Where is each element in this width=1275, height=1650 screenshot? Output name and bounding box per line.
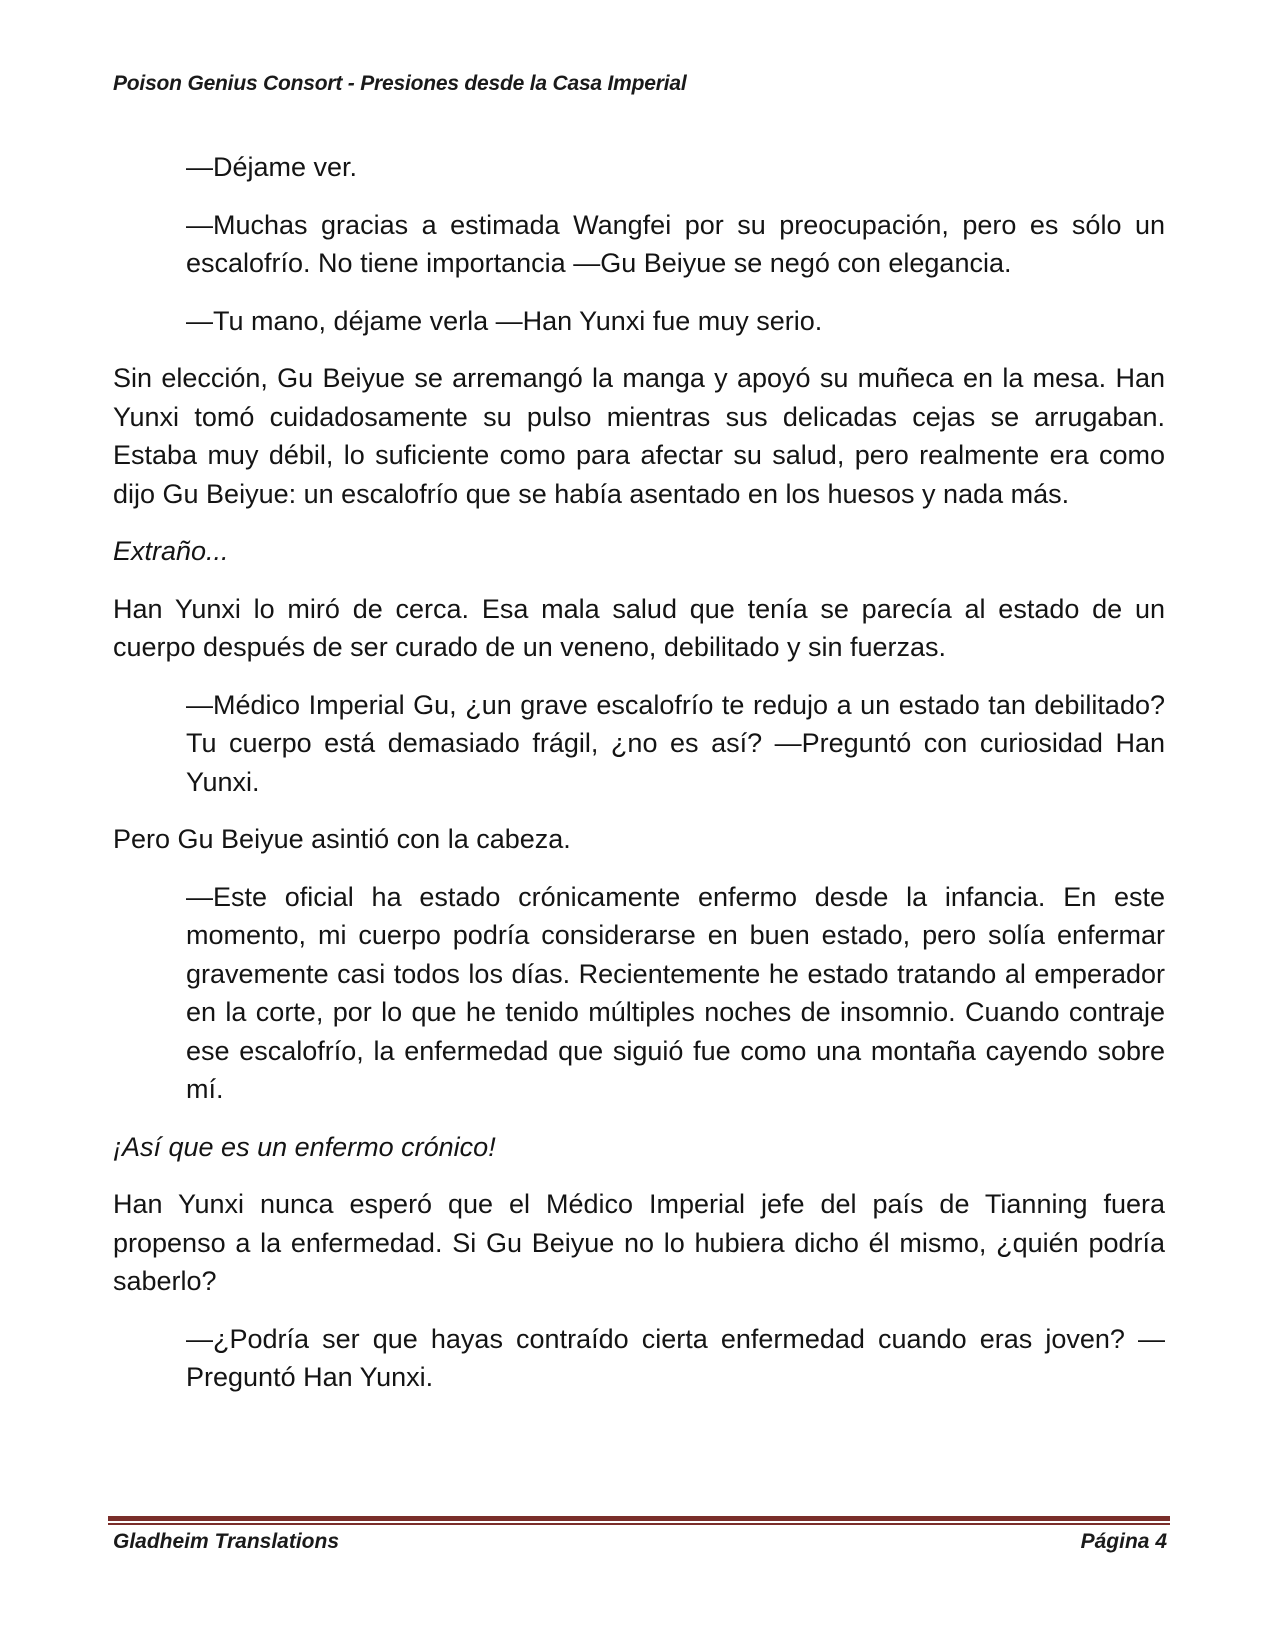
page-header-title: Poison Genius Consort - Presiones desde la Casa Imperial — [113, 72, 687, 95]
document-body — [113, 148, 1165, 1416]
paragraph: Pero Gu Beiyue asintió con la cabeza. — [113, 824, 571, 854]
paragraph: —Tu mano, déjame verla —Han Yunxi fue muy serio. — [186, 305, 823, 336]
paragraph-thought: ¡Así que es un enfermo crónico! — [113, 1131, 496, 1162]
footer-publisher: Gladheim Translations — [113, 1530, 340, 1553]
paragraph: —Este oficial ha estado crónicamente enfermo desde la infancia. En este momento, mi cuerpo podría considerarse en buen estado, pero solía enfermar gravemente casi todos los días. Recientemente he estado tratando al emperador en la corte, por lo que he tenido múltiples noches de insomnio. Cuando contraje ese escalofrío, la enfermedad que siguió fue como una montaña cayendo sobre mí. — [186, 881, 1165, 1104]
footer-divider — [108, 1516, 1170, 1525]
paragraph: Sin elección, Gu Beiyue se arremangó la manga y apoyó su muñeca en la mesa. Han Yunxi tomó cuidadosamente su pulso mientras sus delicadas cejas se arrugaban. Estaba muy débil, lo suficiente como para afectar su salud, pero realmente era como dijo Gu Beiyue: un escalofrío que se había asentado en los huesos y nada más. — [113, 363, 1165, 509]
paragraph: —Déjame ver. — [186, 152, 358, 182]
paragraph-thought: Extraño... — [113, 536, 229, 566]
footer-page-number: Página 4 — [1080, 1530, 1167, 1553]
paragraph: —Muchas gracias a estimada Wangfei por su preocupación, pero es sólo un escalofrío. No tiene importancia —Gu Beiyue se negó con elegancia. — [186, 209, 1165, 278]
paragraph: Han Yunxi nunca esperó que el Médico Imperial jefe del país de Tianning fuera propenso a la enfermedad. Si Gu Beiyue no lo hubiera dicho él mismo, ¿quién podría saberlo? — [113, 1189, 1165, 1296]
paragraph: Han Yunxi lo miró de cerca. Esa mala salud que tenía se parecía al estado de un cuerpo después de ser curado de un veneno, debilitado y sin fuerzas. — [113, 593, 1165, 662]
paragraph: —¿Podría ser que hayas contraído cierta enfermedad cuando eras joven? —Preguntó Han Yunxi. — [186, 1323, 1165, 1392]
paragraph: —Médico Imperial Gu, ¿un grave escalofrío te redujo a un estado tan debilitado? Tu cuerpo está demasiado frágil, ¿no es así? —Preguntó con curiosidad Han Yunxi. — [186, 689, 1165, 797]
